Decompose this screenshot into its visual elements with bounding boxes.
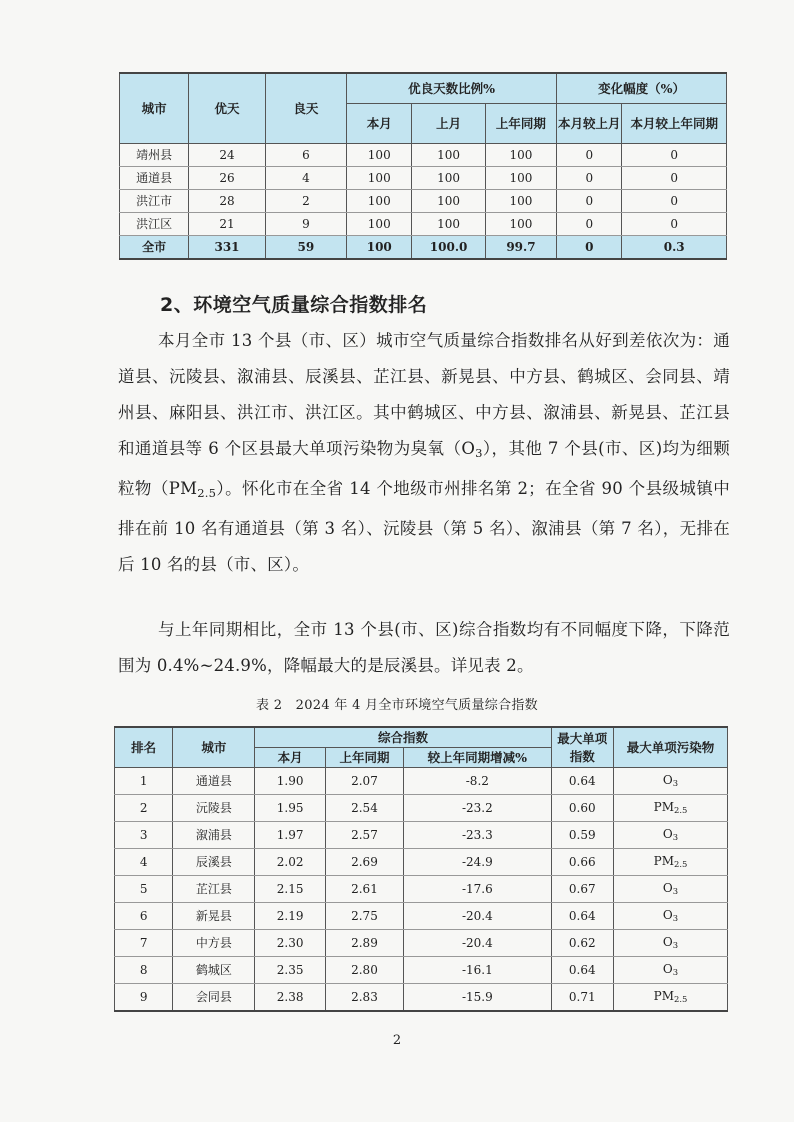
cell-city: 靖州县 <box>120 143 189 166</box>
header-change: 较上年同期增减% <box>404 747 551 767</box>
cell-pollutant: $O_3$ <box>614 875 728 902</box>
total-last-month: 100.0 <box>412 235 485 259</box>
cell-last-year: 2.57 <box>325 821 403 848</box>
header-max-pollutant: 最大单项污染物 <box>614 727 728 767</box>
cell-this-month: 2.38 <box>255 983 325 1011</box>
cell-change: -23.3 <box>404 821 551 848</box>
cell-this-month: 1.90 <box>255 767 325 794</box>
cell-max-index: 0.64 <box>551 767 614 794</box>
cell-pollutant: $O_3$ <box>614 767 728 794</box>
cell-this-month: 100 <box>347 212 412 235</box>
cell-excellent: 28 <box>189 189 265 212</box>
cell-last-month: 100 <box>412 189 485 212</box>
cell-last-month: 100 <box>412 143 485 166</box>
total-good: 59 <box>265 235 346 259</box>
cell-change: -20.4 <box>404 929 551 956</box>
table-row <box>115 902 728 929</box>
cell-change: -15.9 <box>404 983 551 1011</box>
cell-city: 通道县 <box>120 166 189 189</box>
table-row <box>120 143 727 166</box>
cell-vs-last-year: 0 <box>622 143 727 166</box>
cell-city: 鹤城区 <box>173 956 255 983</box>
cell-max-index: 0.60 <box>551 794 614 821</box>
cell-city: 辰溪县 <box>173 848 255 875</box>
total-excellent: 331 <box>189 235 265 259</box>
cell-last-month: 100 <box>412 212 485 235</box>
cell-this-month: 2.30 <box>255 929 325 956</box>
table-row <box>115 929 728 956</box>
header-city: 城市 <box>173 727 255 767</box>
cell-rank: 8 <box>115 956 173 983</box>
cell-max-index: 0.71 <box>551 983 614 1011</box>
cell-city: 通道县 <box>173 767 255 794</box>
page-number: 2 <box>392 1033 402 1048</box>
cell-this-month: 2.02 <box>255 848 325 875</box>
header-last-year: 上年同期 <box>325 747 403 767</box>
cell-last-year: 100 <box>485 143 556 166</box>
cell-last-year: 2.80 <box>325 956 403 983</box>
header-last-year: 上年同期 <box>485 103 556 143</box>
composite-index-table <box>114 726 728 1012</box>
cell-last-year: 2.54 <box>325 794 403 821</box>
table-row <box>115 821 728 848</box>
total-this-month: 100 <box>347 235 412 259</box>
table-row <box>115 956 728 983</box>
cell-vs-last-year: 0 <box>622 166 727 189</box>
cell-rank: 6 <box>115 902 173 929</box>
table-row <box>120 212 727 235</box>
cell-last-year: 2.75 <box>325 902 403 929</box>
cell-last-year: 2.83 <box>325 983 403 1011</box>
header-this-month: 本月 <box>347 103 412 143</box>
total-last-year: 99.7 <box>485 235 556 259</box>
cell-change: -17.6 <box>404 875 551 902</box>
total-vs-last-month: 0 <box>557 235 622 259</box>
cell-city: 会同县 <box>173 983 255 1011</box>
cell-change: -16.1 <box>404 956 551 983</box>
cell-rank: 5 <box>115 875 173 902</box>
cell-last-year: 100 <box>485 212 556 235</box>
cell-city: 沅陵县 <box>173 794 255 821</box>
header-vs-last-year: 本月较上年同期 <box>622 103 727 143</box>
cell-pollutant: $PM_{2.5}$ <box>614 848 728 875</box>
cell-rank: 9 <box>115 983 173 1011</box>
cell-excellent: 26 <box>189 166 265 189</box>
total-vs-last-year: 0.3 <box>622 235 727 259</box>
cell-vs-last-year: 0 <box>622 189 727 212</box>
cell-this-month: 1.95 <box>255 794 325 821</box>
cell-this-month: 100 <box>347 189 412 212</box>
total-row <box>120 235 727 259</box>
comparison-paragraph: 与上年同期相比，全市 13 个县(市、区)综合指数均有不同幅度下降，下降范围为 0.4%~24.9%，降幅最大的是辰溪县。详见表 2。 <box>118 620 730 675</box>
cell-last-year: 2.69 <box>325 848 403 875</box>
cell-good: 9 <box>265 212 346 235</box>
table-row <box>115 767 728 794</box>
cell-change: -20.4 <box>404 902 551 929</box>
cell-pollutant: $O_3$ <box>614 929 728 956</box>
cell-this-month: 100 <box>347 143 412 166</box>
table-row <box>115 875 728 902</box>
cell-city: 芷江县 <box>173 875 255 902</box>
table-row <box>115 983 728 1011</box>
header-vs-last-month: 本月较上月 <box>557 103 622 143</box>
header-city: 城市 <box>120 73 189 143</box>
cell-rank: 4 <box>115 848 173 875</box>
cell-rank: 1 <box>115 767 173 794</box>
cell-last-year: 100 <box>485 189 556 212</box>
cell-max-index: 0.64 <box>551 902 614 929</box>
cell-pollutant: $O_3$ <box>614 956 728 983</box>
cell-max-index: 0.62 <box>551 929 614 956</box>
cell-last-month: 100 <box>412 166 485 189</box>
section-heading: 2、环境空气质量综合指数排名 <box>160 294 428 316</box>
ranking-paragraph <box>118 323 730 583</box>
cell-excellent: 21 <box>189 212 265 235</box>
cell-good: 4 <box>265 166 346 189</box>
cell-max-index: 0.64 <box>551 956 614 983</box>
header-composite-group: 综合指数 <box>255 727 551 747</box>
header-change-group: 变化幅度（%） <box>557 73 727 103</box>
paragraph1-text: 本月全市 13 个县（市、区）城市空气质量综合指数排名从好到差依次为：通道县、沅陵县、溆浦县、辰溪县、芷江县、新晃县、中方县、鹤城区、会同县、靖州县、麻阳县、洪江市、洪江区。其中鹤城区、中方县、溆浦县、新晃县、芷江县和通道县等 6 个区县最大单项污染物为臭氧$(O_3)$，其他 7 个县(市、区)均为细颗粒物$(PM_{2.5})$。怀化市在全省 14 个地级市州排名第 2；在全省 90 个县级城镇中排在前 10 名有通道县（第 3 名）、沅陵县（第 5 名）、溆浦县（第 7 名），无排在后 10 名的县（市、区）。 <box>118 331 730 574</box>
cell-this-month: 2.15 <box>255 875 325 902</box>
cell-change: -8.2 <box>404 767 551 794</box>
cell-city: 洪江市 <box>120 189 189 212</box>
table-row <box>120 166 727 189</box>
cell-change: -24.9 <box>404 848 551 875</box>
cell-pollutant: $PM_{2.5}$ <box>614 983 728 1011</box>
cell-this-month: 2.35 <box>255 956 325 983</box>
total-city: 全市 <box>120 235 189 259</box>
cell-vs-last-month: 0 <box>557 143 622 166</box>
cell-vs-last-month: 0 <box>557 189 622 212</box>
cell-good: 6 <box>265 143 346 166</box>
header-rank: 排名 <box>115 727 173 767</box>
cell-last-year: 2.61 <box>325 875 403 902</box>
header-ratio-group: 优良天数比例% <box>347 73 557 103</box>
cell-pollutant: $O_3$ <box>614 821 728 848</box>
cell-vs-last-month: 0 <box>557 166 622 189</box>
cell-pollutant: $O_3$ <box>614 902 728 929</box>
cell-max-index: 0.67 <box>551 875 614 902</box>
cell-pollutant: $PM_{2.5}$ <box>614 794 728 821</box>
cell-good: 2 <box>265 189 346 212</box>
cell-this-month: 100 <box>347 166 412 189</box>
table-row <box>115 848 728 875</box>
header-this-month: 本月 <box>255 747 325 767</box>
cell-max-index: 0.66 <box>551 848 614 875</box>
header-last-month: 上月 <box>412 103 485 143</box>
cell-this-month: 1.97 <box>255 821 325 848</box>
cell-city: 新晃县 <box>173 902 255 929</box>
cell-this-month: 2.19 <box>255 902 325 929</box>
cell-vs-last-month: 0 <box>557 212 622 235</box>
table-row <box>115 794 728 821</box>
air-quality-days-table <box>119 72 727 260</box>
header-max-index: 最大单项指数 <box>551 727 614 767</box>
table-row <box>120 189 727 212</box>
cell-rank: 2 <box>115 794 173 821</box>
table2-caption: 表 2 2024 年 4 月全市环境空气质量综合指数 <box>256 698 538 713</box>
header-good: 良天 <box>265 73 346 143</box>
cell-excellent: 24 <box>189 143 265 166</box>
cell-city: 洪江区 <box>120 212 189 235</box>
cell-city: 溆浦县 <box>173 821 255 848</box>
cell-last-year: 2.07 <box>325 767 403 794</box>
cell-change: -23.2 <box>404 794 551 821</box>
cell-last-year: 2.89 <box>325 929 403 956</box>
cell-city: 中方县 <box>173 929 255 956</box>
header-excellent: 优天 <box>189 73 265 143</box>
cell-max-index: 0.59 <box>551 821 614 848</box>
cell-last-year: 100 <box>485 166 556 189</box>
cell-vs-last-year: 0 <box>622 212 727 235</box>
cell-rank: 3 <box>115 821 173 848</box>
cell-rank: 7 <box>115 929 173 956</box>
